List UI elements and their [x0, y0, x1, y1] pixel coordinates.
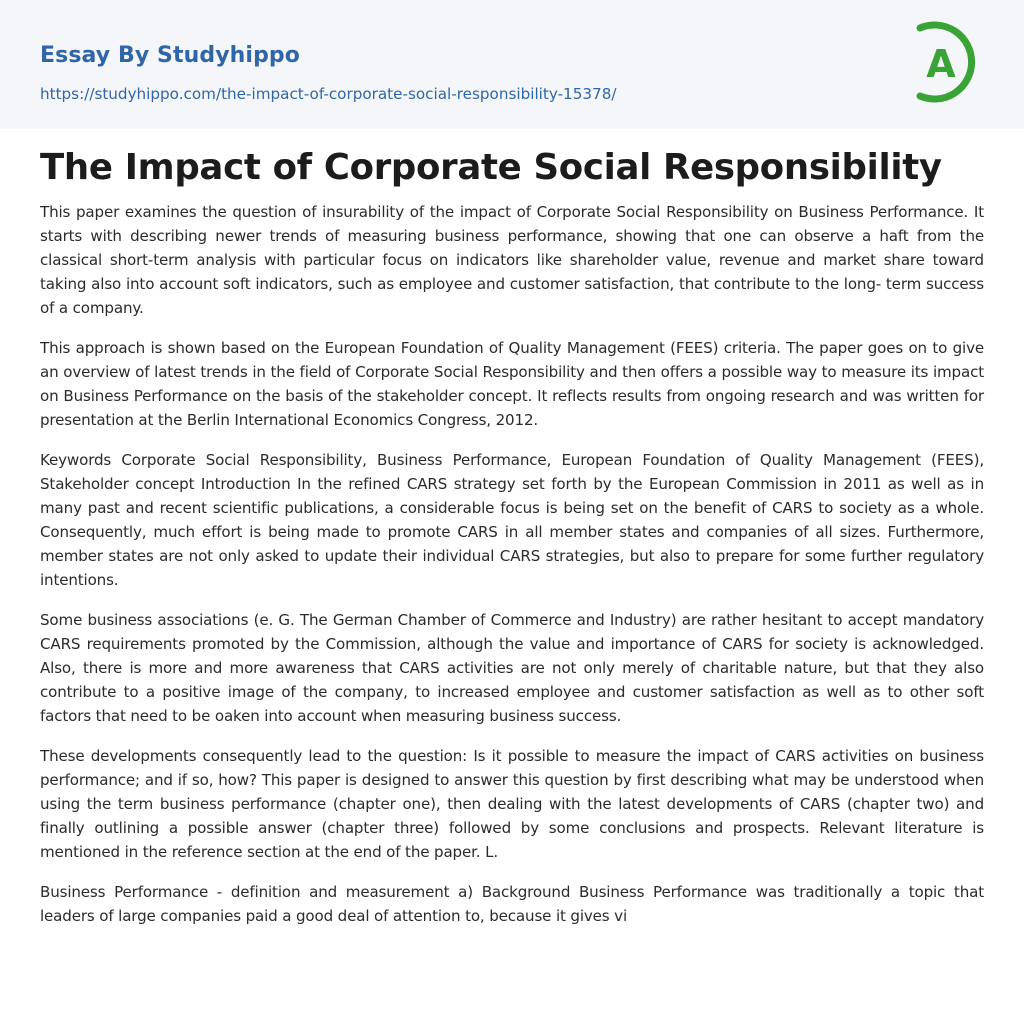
- essay-paragraph: These developments consequently lead to the question: Is it possible to measure the impact of CARS activities on business performance; and if so, how? This paper is designed to answer this question by first describing what may be understood when using the term business performance (chapter one), then dealing with the latest developments of CARS (chapter two) and finally outlining a possible answer (chapter three) followed by some conclusions and prospects. Relevant literature is mentioned in the reference section at the end of the paper. L.: [40, 747, 984, 861]
- essay-title: The Impact of Corporate Social Responsibility: [40, 147, 942, 188]
- essay-paragraph: Business Performance - definition and measurement a) Background Business Performance was traditionally a topic that leaders of large companies paid a good deal of attention to, because it gives vi: [40, 883, 984, 925]
- site-header: [0, 0, 1024, 129]
- essay-paragraph: Some business associations (e. G. The German Chamber of Commerce and Industry) are rather hesitant to accept mandatory CARS requirements promoted by the Commission, although the value and importance of CARS for society is acknowledged. Also, there is more and more awareness that CARS activities are not only merely of charitable nature, but that they also contribute to a positive image of the company, to increased employee and customer satisfaction as well as to other soft factors that need to be oaken into account when measuring business success.: [40, 611, 984, 725]
- essay-paragraph: This approach is shown based on the European Foundation of Quality Management (FEES) criteria. The paper goes on to give an overview of latest trends in the field of Corporate Social Responsibility and then offers a possible way to measure its impact on Business Performance on the basis of the stakeholder concept. It reflects results from ongoing research and was written for presentation at the Berlin International Economics Congress, 2012.: [40, 339, 984, 429]
- studyhippo-logo[interactable]: [908, 19, 988, 105]
- logo-letter: A: [926, 42, 956, 86]
- logo-ring-icon: [908, 19, 988, 105]
- essay-paragraph: Keywords Corporate Social Responsibility, Business Performance, European Foundation of Quality Management (FEES), Stakeholder concept Introduction In the refined CARS strategy set forth by the European Commission in 2011 as well as in many past and recent scientific publications, a considerable focus is being set on the benefit of CARS to society as a whole. Consequently, much effort is being made to promote CARS in all member states and companies of all sizes. Furthermore, member states are not only asked to update their individual CARS strategies, but also to prepare for some further regulatory intentions.: [40, 451, 984, 589]
- essay-body: [40, 200, 984, 944]
- source-url-link[interactable]: https://studyhippo.com/the-impact-of-corporate-social-responsibility-15378/: [40, 85, 617, 103]
- essay-paragraph: This paper examines the question of insurability of the impact of Corporate Social Responsibility on Business Performance. It starts with describing newer trends of measuring business performance, showing that one can observe a haft from the classical short-term analysis with particular focus on indicators like shareholder value, revenue and market share toward taking also into account soft indicators, such as employee and customer satisfaction, that contribute to the long- term success of a company.: [40, 203, 984, 317]
- brand-title[interactable]: Essay By Studyhippo: [40, 43, 300, 68]
